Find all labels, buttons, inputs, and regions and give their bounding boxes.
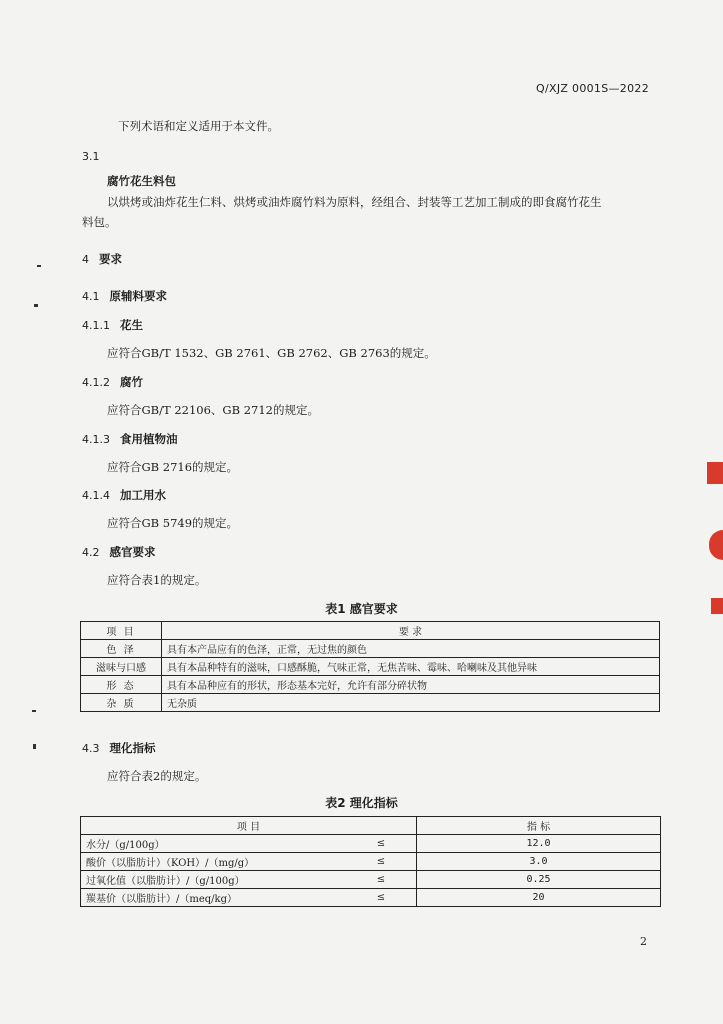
table-row — [81, 640, 660, 658]
seal-fragment — [709, 530, 723, 560]
scan-mark — [32, 710, 36, 712]
section-number: 4.1 — [82, 290, 100, 303]
table-cell: 羰基价（以脂肪计）/（meq/kg） — [81, 889, 347, 907]
section-3-1-number: 3.1 — [82, 150, 100, 163]
table-cell: 滋味与口感 — [81, 658, 162, 676]
table-header-cell: 指 标 — [417, 817, 661, 835]
section-4-1-3-heading — [82, 431, 178, 447]
seal-fragment — [707, 462, 723, 484]
section-4-heading — [82, 251, 122, 267]
section-4-2-heading — [82, 544, 156, 560]
section-number: 4.1.3 — [82, 433, 110, 446]
section-number: 4 — [82, 253, 89, 266]
term-definition-line2: 料包。 — [82, 215, 117, 229]
term-definition-line1: 以烘烤或油炸花生仁料、烘烤或油炸腐竹料为原料，经组合、封装等工艺加工制成的即食腐竹花生 — [107, 195, 602, 209]
section-title: 食用植物油 — [120, 432, 178, 446]
table-header-cell: 项 目 — [81, 622, 162, 640]
sensory-requirements-table — [80, 621, 660, 712]
table-cell: 无杂质 — [162, 694, 660, 712]
table-cell: 20 — [417, 889, 661, 907]
table-cell: ≤ — [346, 835, 417, 853]
table-cell: 酸价（以脂肪计）（KOH）/（mg/g） — [81, 853, 347, 871]
table-cell: 过氧化值（以脂肪计）/（g/100g） — [81, 871, 347, 889]
section-number: 4.3 — [82, 742, 100, 755]
table-header-cell: 要 求 — [162, 622, 660, 640]
section-4-1-2-heading — [82, 374, 143, 390]
section-title: 加工用水 — [120, 488, 166, 502]
table-row — [81, 694, 660, 712]
table-row — [81, 871, 661, 889]
table-cell: 色 泽 — [81, 640, 162, 658]
section-4-1-1-heading — [82, 317, 143, 333]
table-cell: ≤ — [346, 871, 417, 889]
table-cell: ≤ — [346, 853, 417, 871]
scan-mark — [34, 304, 38, 307]
intro-text: 下列术语和定义适用于本文件。 — [118, 119, 279, 133]
section-4-1-1-text: 应符合GB/T 1532、GB 2761、GB 2762、GB 2763的规定。 — [107, 346, 436, 360]
section-number: 4.1.2 — [82, 376, 110, 389]
table-cell: ≤ — [346, 889, 417, 907]
table1-caption: 表1 感官要求 — [325, 602, 398, 616]
table-cell: 具有本品种特有的滋味，口感酥脆，气味正常，无焦苦味、霉味、哈喇味及其他异味 — [162, 658, 660, 676]
table-cell: 3.0 — [417, 853, 661, 871]
table-cell: 12.0 — [417, 835, 661, 853]
seal-fragment — [711, 598, 723, 614]
term-title: 腐竹花生料包 — [107, 174, 176, 188]
section-number: 4.1.4 — [82, 489, 110, 502]
section-title: 腐竹 — [120, 375, 143, 389]
section-4-1-4-heading — [82, 487, 166, 503]
section-4-1-2-text: 应符合GB/T 22106、GB 2712的规定。 — [107, 403, 319, 417]
section-4-1-4-text: 应符合GB 5749的规定。 — [107, 516, 239, 530]
scan-mark — [37, 265, 41, 267]
table-cell: 水分/（g/100g） — [81, 835, 347, 853]
physicochemical-indicators-table — [80, 816, 661, 907]
section-title: 要求 — [99, 252, 122, 266]
section-title: 花生 — [120, 318, 143, 332]
section-4-2-text: 应符合表1的规定。 — [107, 573, 207, 587]
scan-mark — [33, 744, 36, 749]
table-header-row — [81, 622, 660, 640]
table-row — [81, 889, 661, 907]
section-4-3-heading — [82, 740, 156, 756]
table-cell: 杂 质 — [81, 694, 162, 712]
table2-caption: 表2 理化指标 — [325, 796, 398, 810]
table-cell: 0.25 — [417, 871, 661, 889]
table-row — [81, 658, 660, 676]
section-number: 4.2 — [82, 546, 100, 559]
section-title: 理化指标 — [109, 741, 156, 755]
section-number: 4.1.1 — [82, 319, 110, 332]
table-row — [81, 853, 661, 871]
section-4-1-heading — [82, 288, 167, 304]
document-code: Q/XJZ 0001S—2022 — [536, 82, 649, 95]
section-title: 感官要求 — [109, 545, 156, 559]
table-row — [81, 676, 660, 694]
table-cell: 具有本产品应有的色泽，正常，无过焦的颜色 — [162, 640, 660, 658]
table-cell: 形 态 — [81, 676, 162, 694]
section-4-1-3-text: 应符合GB 2716的规定。 — [107, 460, 239, 474]
page-number: 2 — [640, 935, 647, 948]
table-row — [81, 835, 661, 853]
table-cell: 具有本品种应有的形状，形态基本完好，允许有部分碎状物 — [162, 676, 660, 694]
table-header-cell: 项 目 — [81, 817, 417, 835]
section-4-3-text: 应符合表2的规定。 — [107, 769, 207, 783]
section-title: 原辅料要求 — [109, 289, 167, 303]
table-header-row — [81, 817, 661, 835]
